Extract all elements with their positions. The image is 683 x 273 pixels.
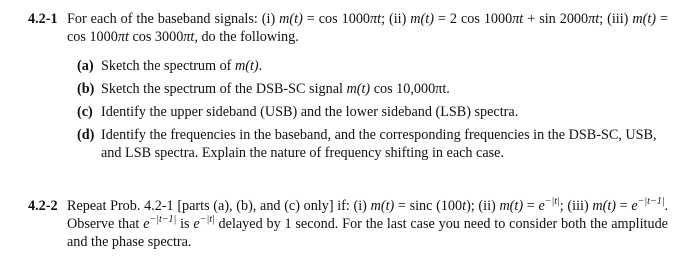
part-text [101,80,667,98]
part-label: (b) [77,81,95,97]
math-term: m(t) [234,58,259,74]
statement-text: = cos 1000 [67,11,668,45]
math-term: e [631,198,638,214]
math-term: πt [588,11,600,27]
math-term: t [462,198,467,214]
statement-text: ; (iii) [599,11,633,27]
statement-text: cos 3000 [128,29,184,45]
statement-text: ; (ii) [381,11,411,27]
part-text [101,57,667,75]
statement-text: Repeat Prob. 4.2-1 [parts (a), (b), and (c) only] if: (i) [67,198,371,214]
statement-text: = 2 cos 1000 [433,11,513,27]
part-label: (a) [77,58,94,74]
statement-text: = [523,198,539,214]
part-text-tail: cos 10,000πt. [370,81,450,97]
math-term: m(t) [499,198,524,214]
statement-text: ; (iii) [559,198,593,214]
math-term: πt [183,29,195,45]
statement-text: = sinc (100 [394,198,463,214]
math-term: πt [370,11,382,27]
exponent: −|t| [199,214,215,225]
math-term: e [143,216,150,232]
problem-statement [67,197,668,251]
part-text-lead: Sketch the spectrum of [101,58,235,74]
statement-text: . Observe that [67,198,668,232]
math-term: m(t) [410,11,434,27]
problem-body [67,197,668,251]
math-term: m(t) [370,198,395,214]
math-term: m(t) [632,11,656,27]
math-term: m(t) [592,198,616,214]
part-text-lead: Sketch the spectrum of the DSB-SC signal [101,81,347,97]
math-term: πt [117,29,129,45]
math-term: e [538,198,545,214]
math-term: m(t) [346,81,371,97]
math-term: e [193,216,200,232]
part-text: Identify the upper sideband (USB) and the lower sideband (LSB) spectra. [101,104,519,120]
problem-4-2-1 [28,10,668,167]
problem-number: 4.2-2 [28,198,58,214]
exponent: −|t−1| [149,214,177,225]
exponent: −|t| [544,196,560,207]
problem-statement [67,10,668,46]
statement-text: ); (ii) [466,198,500,214]
part-text-tail: . [258,58,263,74]
statement-text: = [616,198,632,214]
sub-part-d [77,126,667,162]
problem-body [67,10,668,46]
statement-text: = cos 1000 [302,11,371,27]
sub-part-c [77,103,667,121]
sub-parts-list [77,57,667,162]
sub-part-b [77,80,667,98]
exponent: −|t−1| [637,196,665,207]
statement-text: + sin 2000 [523,11,589,27]
part-label: (d) [77,127,95,143]
part-label: (c) [77,104,93,120]
part-text: Identify the frequencies in the baseband, and the corresponding frequencies in the DSB-SC, USB, and LSB spectra. Explain the nature of frequency shifting in each case. [101,127,657,161]
statement-text: is [176,216,194,232]
math-term: πt [512,11,524,27]
math-term: m(t) [279,11,303,27]
problem-number: 4.2-1 [28,11,58,27]
sub-part-a [77,57,667,75]
statement-text: delayed by 1 second. For the last case you need to consider both the amplitude and the phase spectra. [67,216,668,250]
problem-4-2-2 [28,197,668,251]
statement-text: For each of the baseband signals: (i) [67,11,280,27]
statement-text: , do the following. [194,29,299,45]
